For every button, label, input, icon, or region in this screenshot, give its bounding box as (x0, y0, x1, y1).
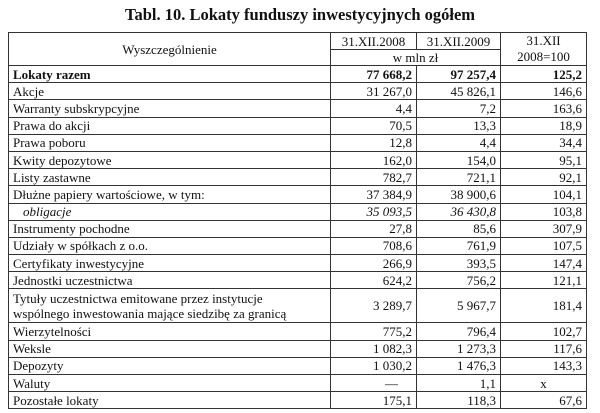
value-2009: 97 257,4 (417, 66, 501, 83)
value-ratio: 121,1 (501, 272, 587, 289)
value-ratio: 95,1 (501, 151, 587, 168)
table-row (9, 255, 587, 272)
table-row (9, 323, 587, 340)
value-2009: 1 273,3 (417, 340, 501, 357)
value-2008: 77 668,2 (331, 66, 417, 83)
row-label: Kwity depozytowe (9, 151, 331, 168)
value-2009: 36 430,8 (417, 203, 501, 220)
table-row (9, 203, 587, 220)
value-ratio: 102,7 (501, 323, 587, 340)
value-2008: 31 267,0 (331, 83, 417, 100)
header-2009: 31.XII.2009 (417, 33, 501, 50)
value-ratio: 163,6 (501, 100, 587, 117)
row-label: Instrumenty pochodne (9, 220, 331, 237)
value-2009: 13,3 (417, 117, 501, 134)
table-row (9, 340, 587, 357)
row-label: Certyfikaty inwestycyjne (9, 255, 331, 272)
table-row (9, 169, 587, 186)
row-label: Jednostki uczestnictwa (9, 272, 331, 289)
value-ratio: 125,2 (501, 66, 587, 83)
row-label: Warranty subskrypcyjne (9, 100, 331, 117)
row-label: Udziały w spółkach z o.o. (9, 237, 331, 254)
table-row (9, 289, 587, 323)
value-2009: 721,1 (417, 169, 501, 186)
value-2008: 175,1 (331, 392, 417, 409)
table-row (9, 83, 587, 100)
table-row (9, 151, 587, 168)
value-2008: 1 082,3 (331, 340, 417, 357)
row-label: Wierzytelności (9, 323, 331, 340)
value-2008: 37 384,9 (331, 186, 417, 203)
row-label: Depozyty (9, 357, 331, 374)
header-ratio (501, 33, 587, 66)
row-label-line1: Tytuły uczestnictwa emitowane przez instytucje (13, 290, 263, 306)
table-row (9, 392, 587, 409)
value-2009: 1,1 (417, 375, 501, 392)
value-2008: 12,8 (331, 134, 417, 151)
value-2009: 85,6 (417, 220, 501, 237)
header-2008: 31.XII.2008 (331, 33, 417, 50)
table-row (9, 117, 587, 134)
value-2009: 761,9 (417, 237, 501, 254)
value-2008: 1 030,2 (331, 357, 417, 374)
row-label: Prawa do akcji (9, 117, 331, 134)
value-ratio: 181,4 (501, 289, 587, 323)
value-2008: 266,9 (331, 255, 417, 272)
table-row (9, 375, 587, 392)
value-2009: 393,5 (417, 255, 501, 272)
row-label (9, 289, 331, 323)
table-row (9, 237, 587, 254)
header-description: Wyszczególnienie (9, 33, 331, 66)
value-2008: 708,6 (331, 237, 417, 254)
value-2009: 1 476,3 (417, 357, 501, 374)
value-ratio: 92,1 (501, 169, 587, 186)
value-ratio: 18,9 (501, 117, 587, 134)
value-2008: 782,7 (331, 169, 417, 186)
table-row (9, 186, 587, 203)
value-2009: 38 900,6 (417, 186, 501, 203)
value-ratio: 117,6 (501, 340, 587, 357)
value-ratio: 34,4 (501, 134, 587, 151)
value-2008: 775,2 (331, 323, 417, 340)
row-label: Listy zastawne (9, 169, 331, 186)
value-2008: 27,8 (331, 220, 417, 237)
row-label: Lokaty razem (9, 66, 331, 83)
value-2009: 4,4 (417, 134, 501, 151)
row-label-line2: wspólnego inwestowania mające siedzibę za granicą (13, 305, 287, 321)
table-row (9, 134, 587, 151)
row-label: obligacje (9, 203, 331, 220)
table-row (9, 272, 587, 289)
header-row (9, 33, 587, 50)
header-ratio-line1: 31.XII (526, 33, 561, 48)
table-row (9, 66, 587, 83)
row-label: Prawa poboru (9, 134, 331, 151)
value-ratio: 143,3 (501, 357, 587, 374)
value-2009: 5 967,7 (417, 289, 501, 323)
row-label: Dłużne papiery wartościowe, w tym: (9, 186, 331, 203)
row-label: Pozostałe lokaty (9, 392, 331, 409)
value-2009: 45 826,1 (417, 83, 501, 100)
value-ratio: 147,4 (501, 255, 587, 272)
value-ratio: 103,8 (501, 203, 587, 220)
value-ratio: 104,1 (501, 186, 587, 203)
value-ratio: 67,6 (501, 392, 587, 409)
value-2009: 118,3 (417, 392, 501, 409)
table-title: Tabl. 10. Lokaty funduszy inwestycyjnych ogółem (124, 5, 476, 24)
value-2009: 7,2 (417, 100, 501, 117)
value-2008: 4,4 (331, 100, 417, 117)
header-unit: w mln zł (331, 50, 501, 66)
value-2009: 756,2 (417, 272, 501, 289)
value-2008: 35 093,5 (331, 203, 417, 220)
value-2009: 154,0 (417, 151, 501, 168)
investment-table (8, 32, 587, 409)
row-label: Akcje (9, 83, 331, 100)
value-ratio: 107,5 (501, 237, 587, 254)
header-ratio-line2: 2008=100 (517, 49, 570, 64)
value-2008: 70,5 (331, 117, 417, 134)
table-row (9, 220, 587, 237)
row-label: Weksle (9, 340, 331, 357)
value-ratio: 146,6 (501, 83, 587, 100)
value-ratio: 307,9 (501, 220, 587, 237)
table-row (9, 100, 587, 117)
table-row (9, 357, 587, 374)
row-label: Waluty (9, 375, 331, 392)
value-2009: 796,4 (417, 323, 501, 340)
value-ratio: x (501, 375, 587, 392)
value-2008: — (331, 375, 417, 392)
value-2008: 162,0 (331, 151, 417, 168)
value-2008: 3 289,7 (331, 289, 417, 323)
value-2008: 624,2 (331, 272, 417, 289)
